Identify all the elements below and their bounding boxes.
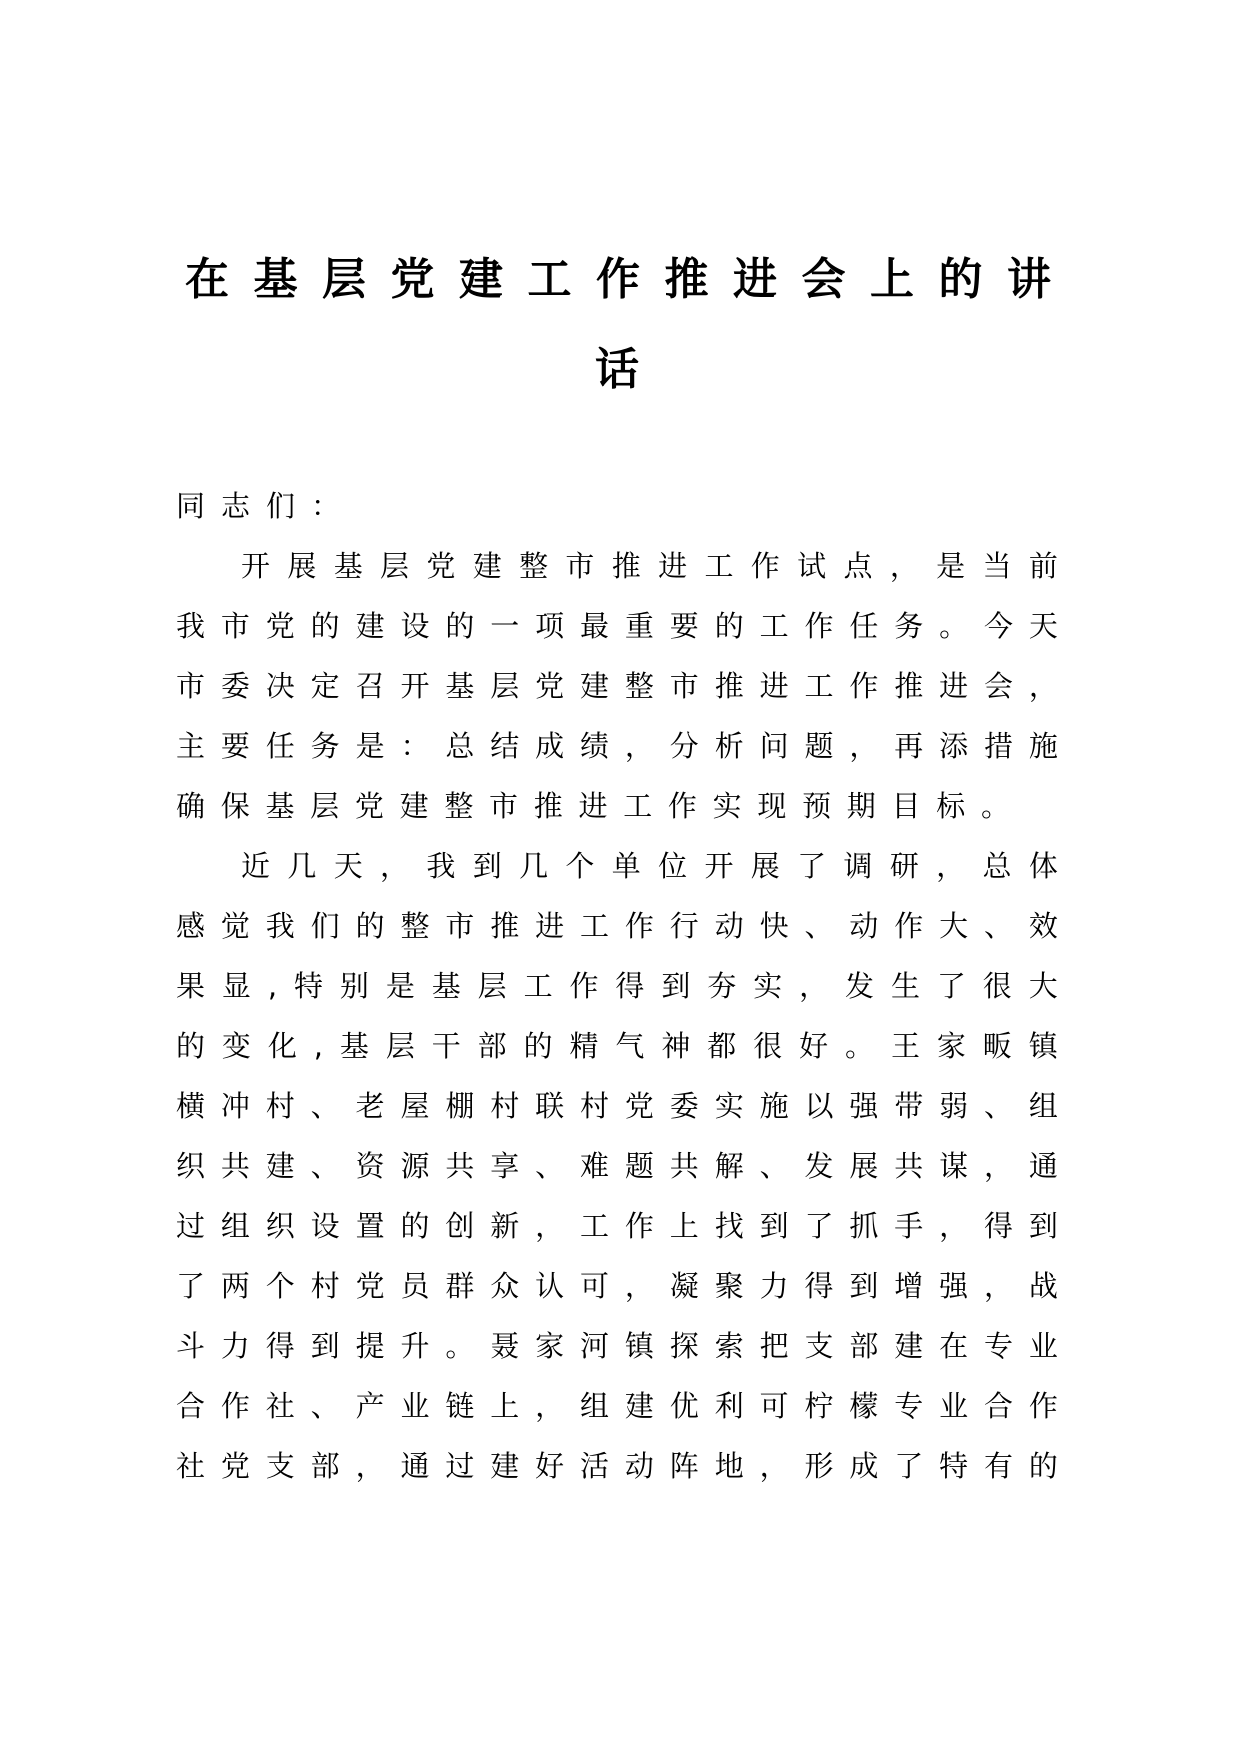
paragraph-1-line-1: 开 展 基 层 党 建 整 市 推 进 工 作 试 点 ， 是 当 前 xyxy=(241,549,1058,583)
title-line-2: 话 xyxy=(595,344,639,395)
paragraph-2-line-2: 感 觉 我 们 的 整 市 推 进 工 作 行 动 快 、 动 作 大 、 效 xyxy=(176,909,1058,943)
paragraph-1-line-2: 我 市 党 的 建 设 的 一 项 最 重 要 的 工 作 任 务 。 今 天 xyxy=(176,609,1058,643)
paragraph-2-line-6: 织 共 建 、 资 源 共 享 、 难 题 共 解 、 发 展 共 谋 ， 通 xyxy=(176,1149,1058,1183)
paragraph-1-line-3: 市 委 决 定 召 开 基 层 党 建 整 市 推 进 工 作 推 进 会 ， xyxy=(176,669,1058,703)
paragraph-2-line-10: 合 作 社 、 产 业 链 上 ， 组 建 优 利 可 柠 檬 专 业 合 作 xyxy=(176,1389,1058,1423)
paragraph-2-line-7: 过 组 织 设 置 的 创 新 ， 工 作 上 找 到 了 抓 手 ， 得 到 xyxy=(176,1209,1058,1243)
paragraph-1-line-5: 确 保 基 层 党 建 整 市 推 进 工 作 实 现 预 期 目 标 。 xyxy=(176,789,1010,823)
paragraph-1-line-4: 主 要 任 务 是 ： 总 结 成 绩 ， 分 析 问 题 ， 再 添 措 施 xyxy=(176,729,1058,763)
paragraph-2-line-9: 斗 力 得 到 提 升 。 聂 家 河 镇 探 索 把 支 部 建 在 专 业 xyxy=(176,1329,1058,1363)
title-line-1: 在 基 层 党 建 工 作 推 进 会 上 的 讲 xyxy=(185,254,1051,305)
salutation: 同 志 们 ： xyxy=(176,489,341,523)
paragraph-2-line-5: 横 冲 村 、 老 屋 棚 村 联 村 党 委 实 施 以 强 带 弱 、 组 xyxy=(176,1089,1058,1123)
paragraph-2-line-4: 的 变 化 , 基 层 干 部 的 精 气 神 都 很 好 。 王 家 畈 镇 xyxy=(176,1029,1058,1063)
paragraph-2-line-3: 果 显 , 特 别 是 基 层 工 作 得 到 夯 实 ， 发 生 了 很 大 xyxy=(176,969,1058,1003)
paragraph-2-line-1: 近 几 天 ， 我 到 几 个 单 位 开 展 了 调 研 ， 总 体 xyxy=(241,849,1058,883)
paragraph-2-line-11: 社 党 支 部 ， 通 过 建 好 活 动 阵 地 ， 形 成 了 特 有 的 xyxy=(176,1449,1058,1483)
paragraph-2-line-8: 了 两 个 村 党 员 群 众 认 可 ， 凝 聚 力 得 到 增 强 ， 战 xyxy=(176,1269,1058,1303)
